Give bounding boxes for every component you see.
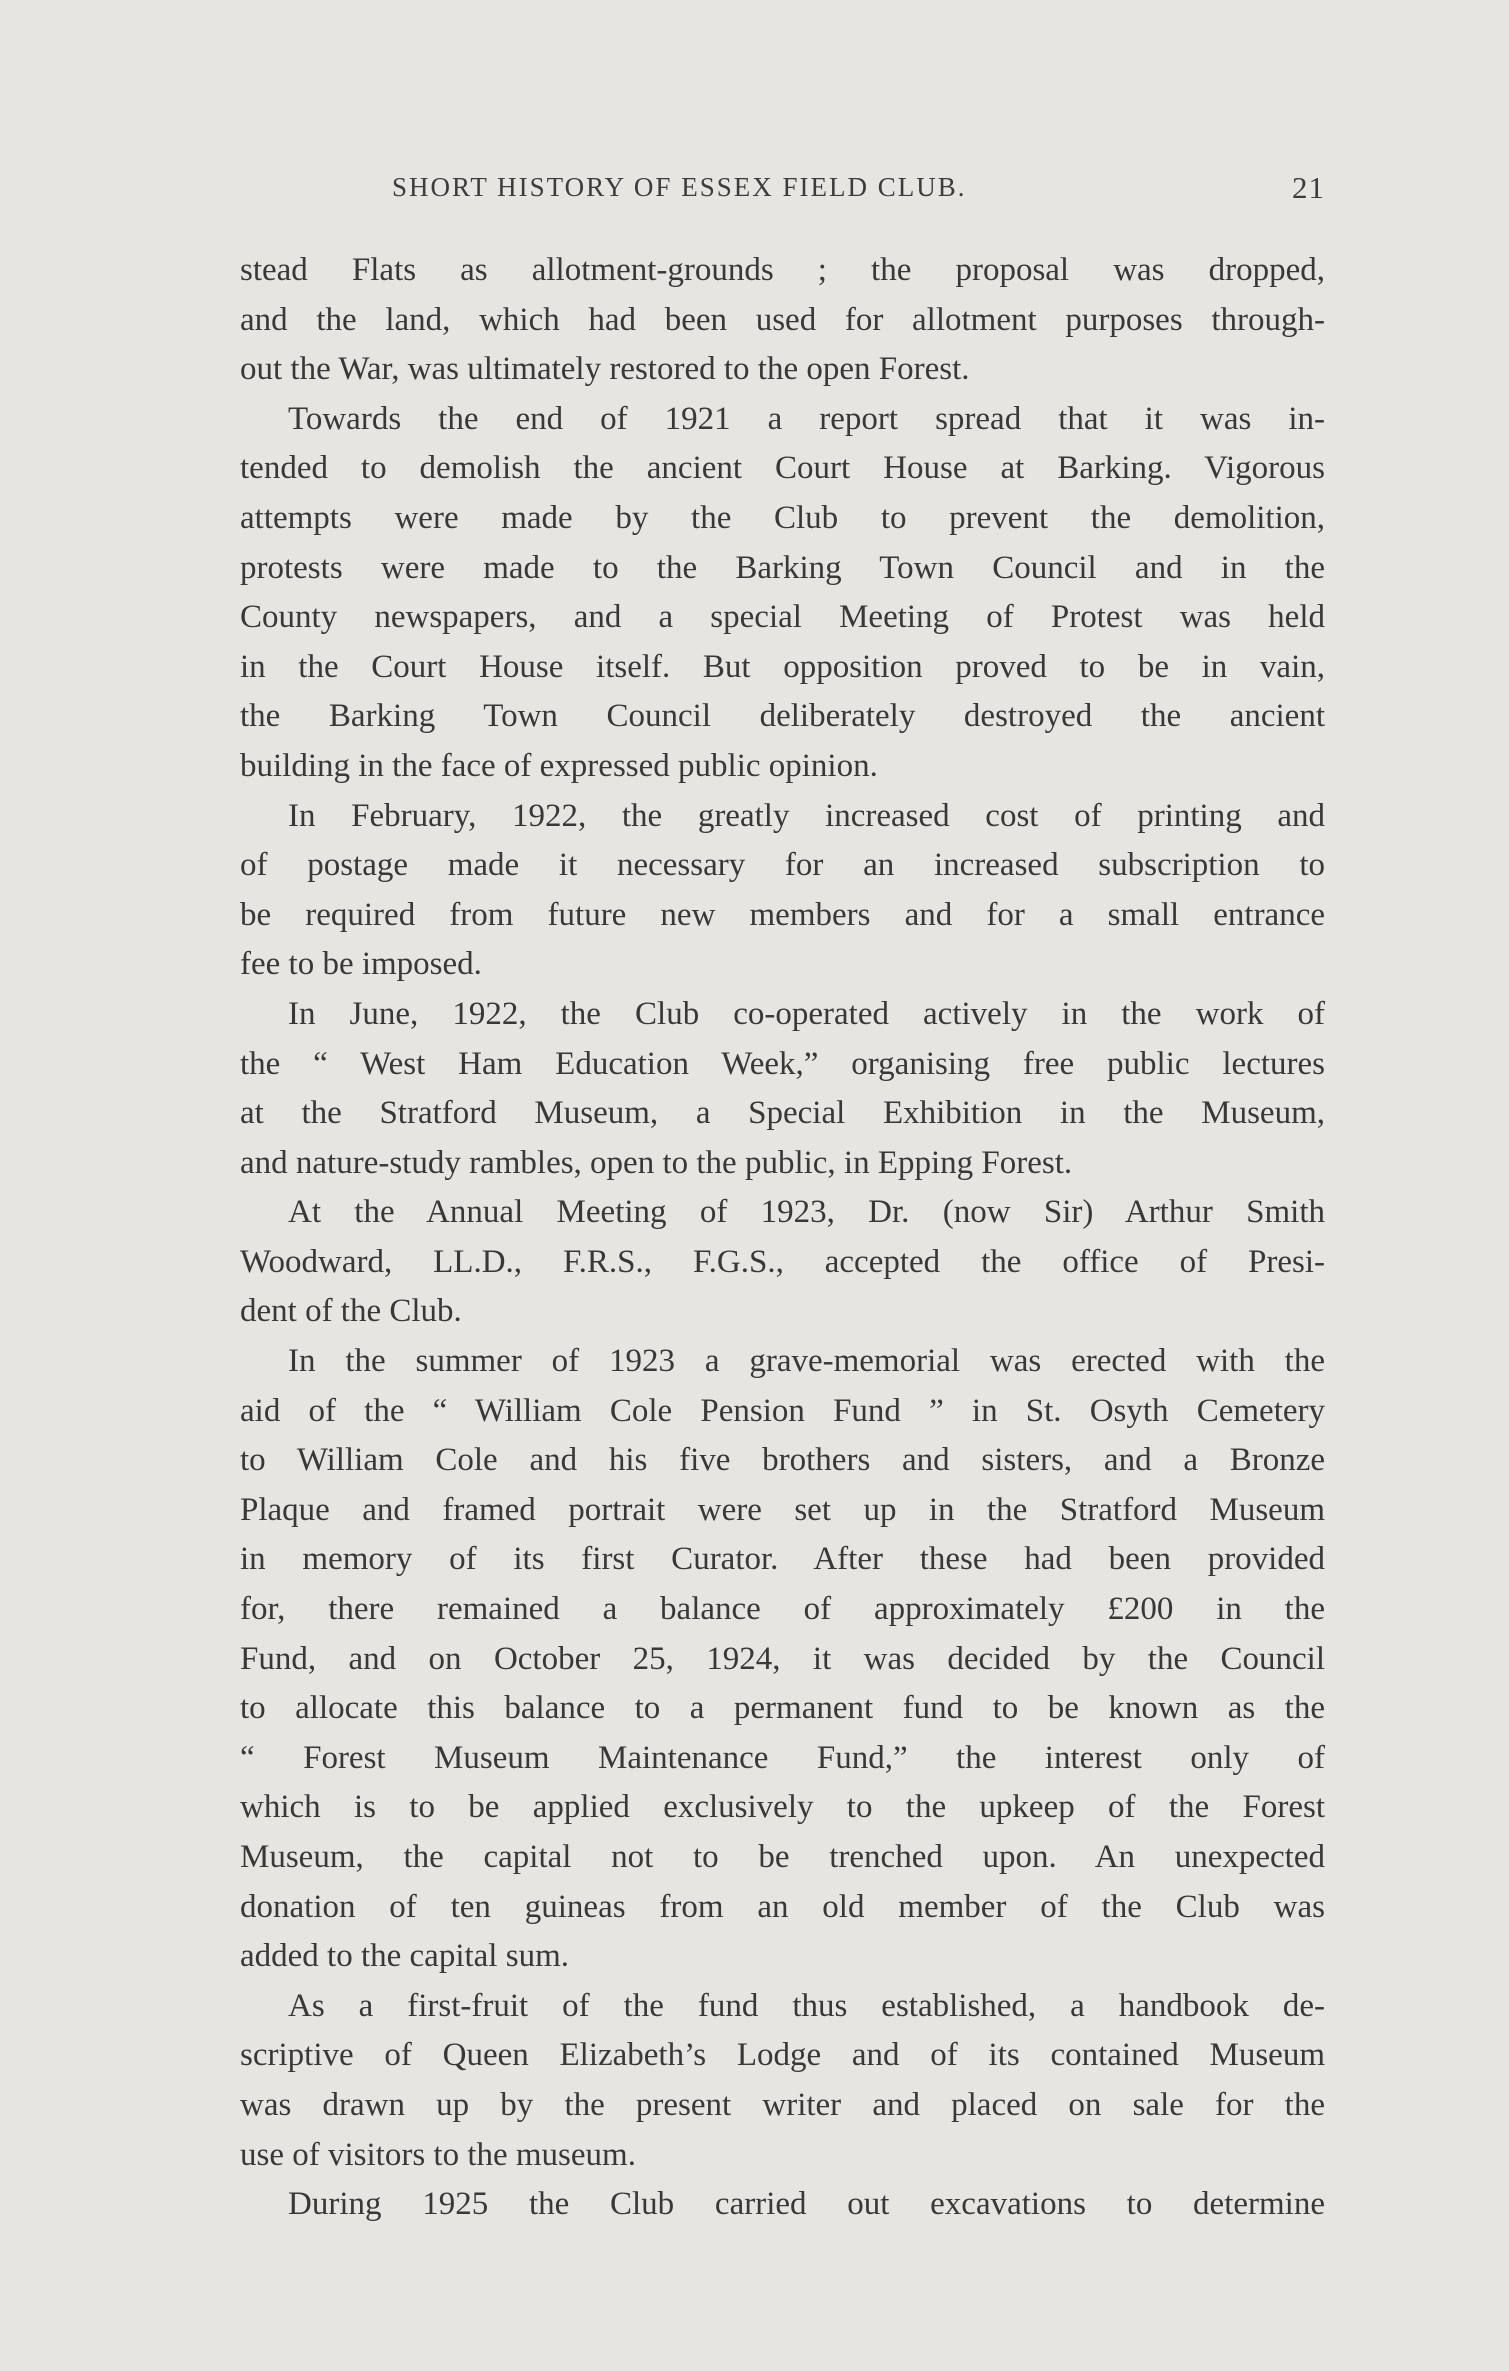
text-line: dent of the Club. [240,1293,462,1330]
text-line: Museum, the capital not to be trenched upon. An unexpected [240,1839,1325,1875]
text-line: in the Court House itself. But opposition proved to be in vain, [240,648,1325,685]
text-line: be required from future new members and for a small entrance [240,896,1325,933]
text-line: aid of the “ William Cole Pension Fund ” in St. Osyth Cemetery [240,1392,1325,1429]
text-line: to allocate this balance to a permanent fund to be known as the [240,1690,1325,1727]
page-number: 21 [1292,170,1325,205]
text-line: Woodward, LL.D., F.R.S., F.G.S., accepted the office of Presi- [240,1243,1325,1280]
text-line: In the summer of 1923 a grave-memorial was erected with the [288,1343,1325,1380]
text-line: scriptive of Queen Elizabeth’s Lodge and of its contained Museum [240,2037,1325,2074]
text-line: the “ West Ham Education Week,” organising free public lectures [240,1045,1325,1082]
text-line: donation of ten guineas from an old member of the Club was [240,1888,1325,1925]
text-line: added to the capital sum. [240,1938,569,1975]
text-line: and the land, which had been used for allotment purposes through- [240,301,1325,338]
text-line: attempts were made by the Club to prevent the demolition, [240,499,1325,536]
text-line: protests were made to the Barking Town Council and in the [240,549,1325,586]
text-line: at the Stratford Museum, a Special Exhibition in the Museum, [240,1095,1325,1132]
text-line: In June, 1922, the Club co-operated actively in the work of [288,995,1325,1032]
text-line: out the War, was ultimately restored to the open Forest. [240,351,970,388]
text-line: which is to be applied exclusively to the upkeep of the Forest [240,1789,1325,1826]
text-line: to William Cole and his five brothers and sisters, and a Bronze [240,1442,1325,1479]
body-text [240,246,1325,2230]
text-line: “ Forest Museum Maintenance Fund,” the interest only of [240,1739,1325,1776]
text-line: County newspapers, and a special Meeting of Protest was held [240,599,1325,636]
text-line: Plaque and framed portrait were set up in the Stratford Museum [240,1491,1325,1528]
text-line: During 1925 the Club carried out excavations to determine [288,2186,1325,2223]
text-line: was drawn up by the present writer and placed on sale for the [240,2086,1325,2123]
text-line: At the Annual Meeting of 1923, Dr. (now Sir) Arthur Smith [288,1194,1325,1231]
text-line: In February, 1922, the greatly increased cost of printing and [288,797,1325,834]
text-line: and nature-study rambles, open to the public, in Epping Forest. [240,1144,1073,1181]
text-line: tended to demolish the ancient Court House at Barking. Vigorous [240,450,1325,487]
text-line: stead Flats as allotment-grounds ; the proposal was dropped, [240,252,1325,288]
text-line: Fund, and on October 25, 1924, it was decided by the Council [240,1640,1325,1677]
text-line: Towards the end of 1921 a report spread that it was in- [288,400,1325,437]
running-head [240,172,1325,212]
running-title: SHORT HISTORY OF ESSEX FIELD CLUB. [392,172,967,202]
text-line: use of visitors to the museum. [240,2136,636,2173]
text-line: the Barking Town Council deliberately destroyed the ancient [240,698,1325,735]
text-line: of postage made it necessary for an increased subscription to [240,847,1325,884]
text-line: As a first-fruit of the fund thus established, a handbook de- [288,1987,1325,2024]
text-line: for, there remained a balance of approximately £200 in the [240,1591,1325,1628]
text-line: building in the face of expressed public opinion. [240,747,878,784]
text-line: in memory of its first Curator. After these had been provided [240,1541,1325,1578]
text-line: fee to be imposed. [240,946,482,983]
